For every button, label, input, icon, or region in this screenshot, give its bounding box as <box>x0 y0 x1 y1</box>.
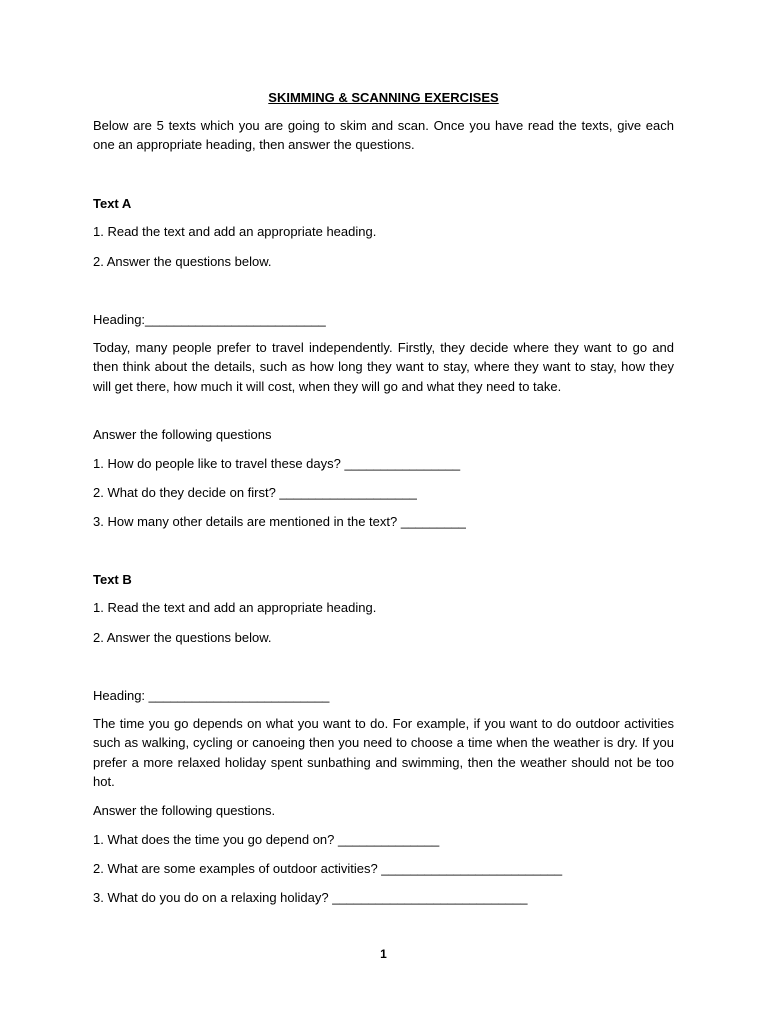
text-a-instruction-2: 2. Answer the questions below. <box>93 254 272 269</box>
text-a-question-1: 1. How do people like to travel these days? ________________ <box>93 456 461 471</box>
text-a-question-2: 2. What do they decide on first? ___________________ <box>93 485 417 500</box>
intro-paragraph: Below are 5 texts which you are going to skim and scan. Once you have read the texts, give each one an appropriate heading, then answer the questions. <box>93 118 674 153</box>
text-b-questions-label: Answer the following questions. <box>93 803 276 818</box>
document-page <box>93 0 674 1024</box>
text-b-question-1: 1. What does the time you go depend on? ______________ <box>93 832 440 847</box>
text-a-instruction-1: 1. Read the text and add an appropriate heading. <box>93 224 377 239</box>
text-b-question-3: 3. What do you do on a relaxing holiday? ___________________________ <box>93 890 528 905</box>
text-a-passage: Today, many people prefer to travel independently. Firstly, they decide where they want to go and then think about the details, such as how long they want to stay, where they want to stay, how they will get there, how much it will cost, when they will go and what they need to take. <box>93 340 674 394</box>
text-b-question-2: 2. What are some examples of outdoor activities? _________________________ <box>93 861 563 876</box>
text-b-instruction-1: 1. Read the text and add an appropriate heading. <box>93 600 377 615</box>
text-a-label: Text A <box>93 196 132 211</box>
text-b-instruction-2: 2. Answer the questions below. <box>93 630 272 645</box>
text-b-passage: The time you go depends on what you want to do. For example, if you want to do outdoor activities such as walking, cycling or canoeing then you need to choose a time when the weather is dry. If you prefer a more relaxed holiday spent sunbathing and swimming, then the weather should not be too hot. <box>93 716 674 789</box>
text-b-heading-field: Heading: _________________________ <box>93 688 330 703</box>
document-title: SKIMMING & SCANNING EXERCISES <box>268 90 499 105</box>
text-a-questions-label: Answer the following questions <box>93 427 272 442</box>
text-a-question-3: 3. How many other details are mentioned in the text? _________ <box>93 514 466 529</box>
text-a-heading-field: Heading:_________________________ <box>93 312 326 327</box>
page-number: 1 <box>380 947 387 961</box>
text-b-label: Text B <box>93 572 132 587</box>
